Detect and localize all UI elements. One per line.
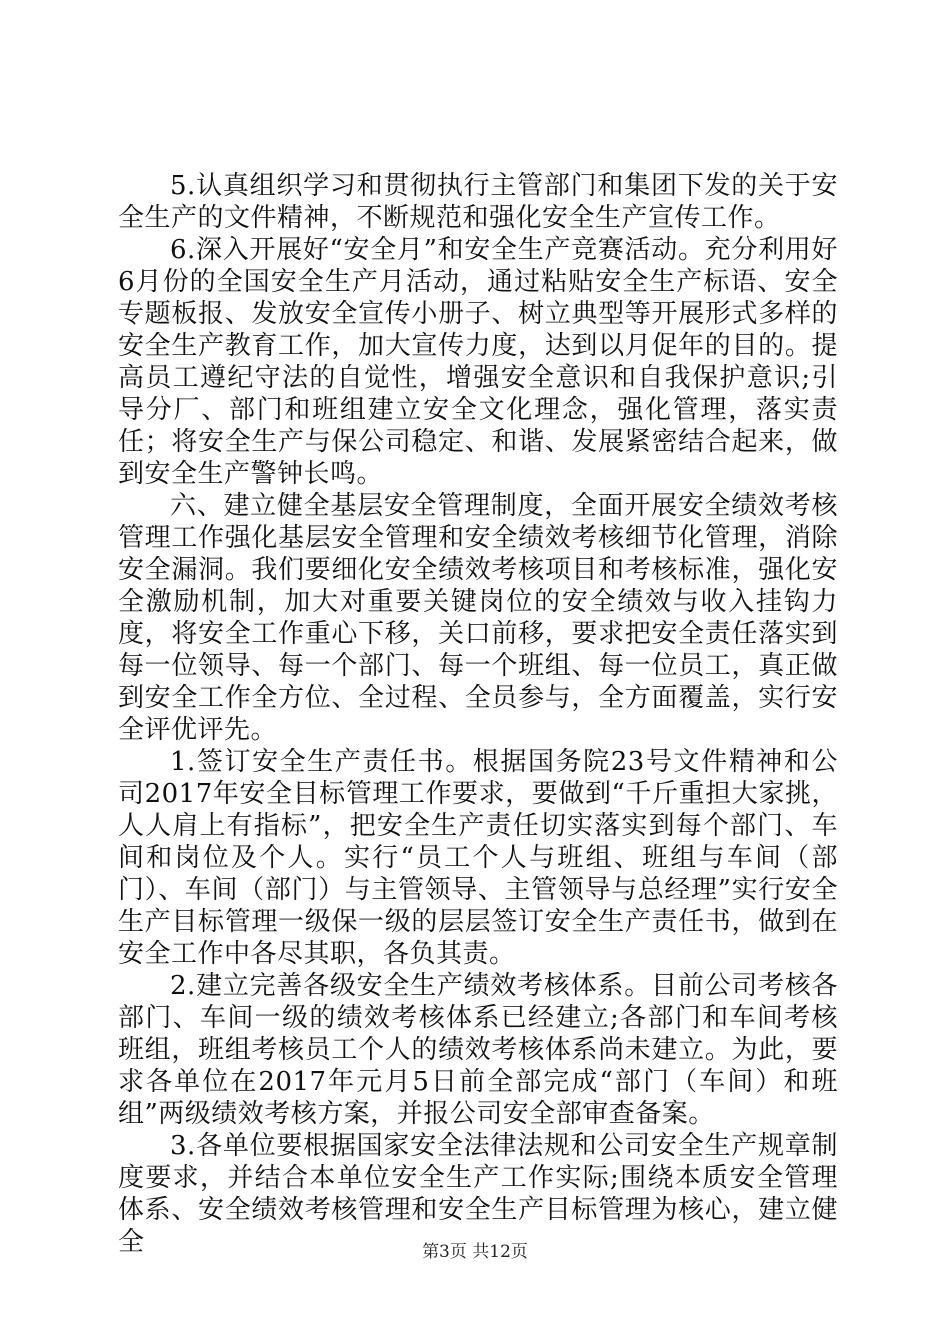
paragraph-item-3-regulations: 3.各单位要根据国家安全法律法规和公司安全生产规章制度要求，并结合本单位安全生产工作实际;围绕本质安全管理体系、安全绩效考核管理和安全生产目标管理为核心，建立健全 xyxy=(118,1131,838,1257)
paragraph-item-2-assessment: 2.建立完善各级安全生产绩效考核体系。目前公司考核各部门、车间一级的绩效考核体系已经建立;各部门和车间考核班组，班组考核员工个人的绩效考核体系尚未建立。为此，要求各单位在2017年元月5日前全部完成“部门（车间）和班组”两级绩效考核方案，并报公司安全部审查备案。 xyxy=(118,971,838,1129)
document-body xyxy=(118,170,838,1258)
page-number-footer: 第3页 共12页 xyxy=(422,1242,528,1262)
paragraph-item-6-safety-month: 6.深入开展好“安全月”和安全生产竞赛活动。充分利用好6月份的全国安全生产月活动，通过粘贴安全生产标语、安全专题板报、发放安全宣传小册子、树立典型等开展形式多样的安全生产教育工作，加大宣传力度，达到以月促年的目的。提高员工遵纪守法的自觉性，增强安全意识和自我保护意识;引导分厂、部门和班组建立安全文化理念，强化管理，落实责任；将安全生产与保公司稳定、和谐、发展紧密结合起来，做到安全生产警钟长鸣。 xyxy=(118,235,838,489)
paragraph-item-1-responsibility: 1.签订安全生产责任书。根据国务院23号文件精神和公司2017年安全目标管理工作要求，要做到“千斤重担大家挑，人人肩上有指标”，把安全生产责任切实落实到每个部门、车间和岗位及个人。实行“员工个人与班组、班组与车间（部门）、车间（部门）与主管领导、主管领导与总经理”实行安全生产目标管理一级保一级的层层签订安全生产责任书，做到在安全工作中各尽其职，各负其责。 xyxy=(118,747,838,969)
paragraph-item-5-publicity: 5.认真组织学习和贯彻执行主管部门和集团下发的关于安全生产的文件精神，不断规范和强化安全生产宣传工作。 xyxy=(118,171,838,233)
paragraph-section-6-heading: 六、建立健全基层安全管理制度，全面开展安全绩效考核管理工作强化基层安全管理和安全绩效考核细节化管理，消除安全漏洞。我们要细化安全绩效考核项目和考核标准，强化安全激励机制，加大对重要关键岗位的安全绩效与收入挂钩力度，将安全工作重心下移，关口前移，要求把安全责任落实到每一位领导、每一个部门、每一个班组、每一位员工，真正做到安全工作全方位、全过程、全员参与，全方面覆盖，实行安全评优评先。 xyxy=(118,491,838,745)
